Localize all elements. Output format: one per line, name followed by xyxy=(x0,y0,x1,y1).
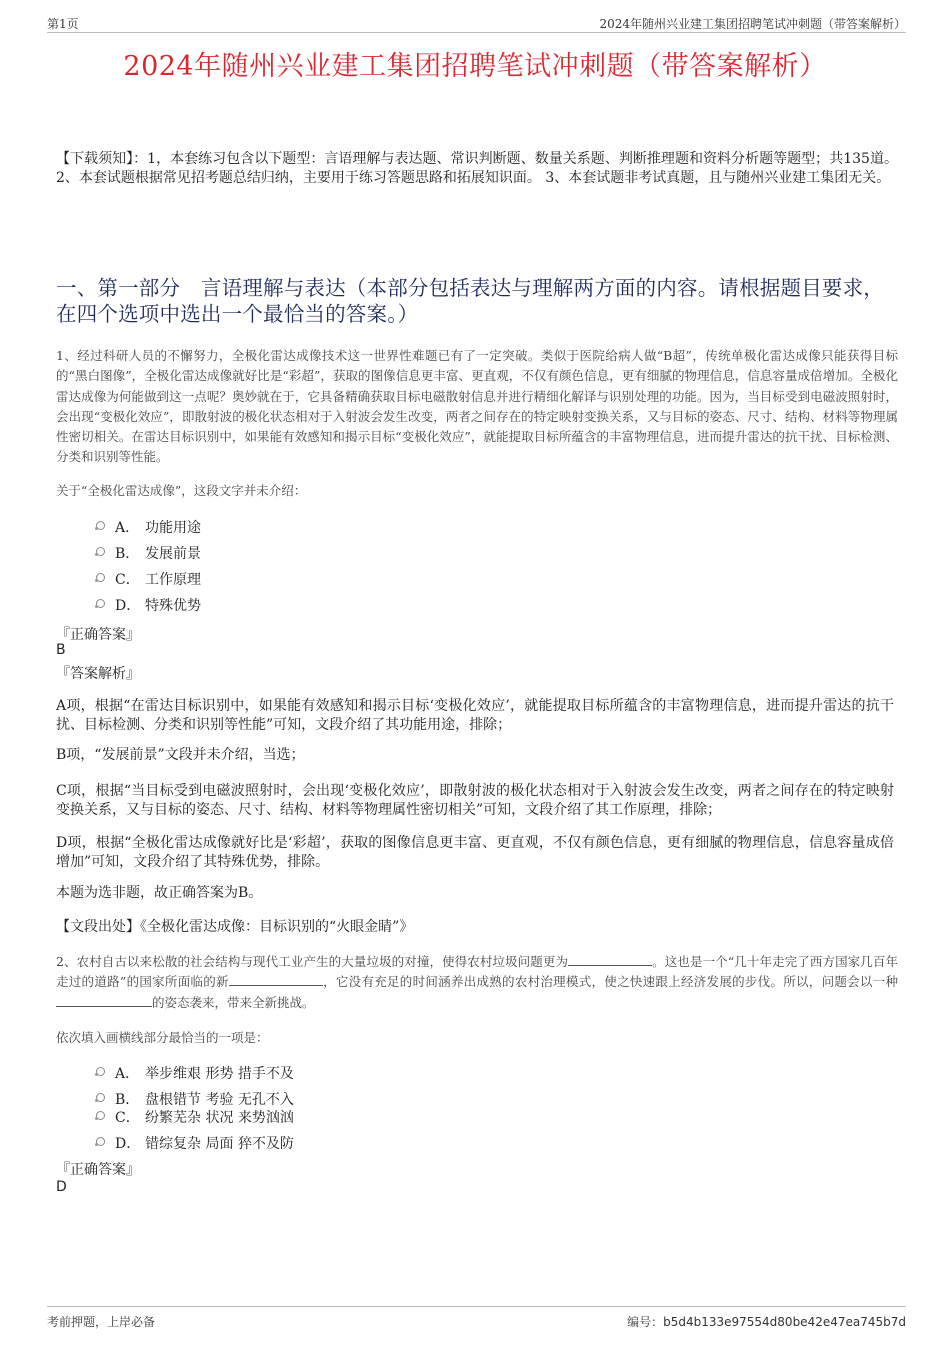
question-1-passage: 1、经过科研人员的不懈努力，全极化雷达成像技术这一世界性难题已有了一定突破。类似于医院给病人做“B超”，传统单极化雷达成像只能获得目标的“黑白图像”，全极化雷达成像就好比是“彩超”，获取的图像信息更丰富、更直观，不仅有颜色信息，更有细腻的物理信息，信息容量成倍增加。全极化雷达成像为何能做到这一点呢？奥妙就在于，它具备精确获取目标电磁散射信息并进行精细化解译与识别处理的功能。因为，当目标受到电磁波照射时，会出现“变极化效应”，即散射波的极化状态相对于入射波会发生改变，两者之间存在的特定映射变换关系，又与目标的姿态、尺寸、结构、材料等物理属性密切相关。在雷达目标识别中，如果能有效感知和揭示目标“变极化效应”，就能提取目标所蕴含的丰富物理信息，进而提升雷达的抗干扰、目标检测、分类和识别等性能。 xyxy=(56,348,898,465)
fill-blank-3[interactable] xyxy=(56,994,152,1007)
passage-source: 【文段出处】《全极化雷达成像：目标识别的“火眼金睛”》 xyxy=(56,919,414,935)
radio-icon[interactable] xyxy=(96,1067,105,1076)
radio-icon[interactable] xyxy=(96,1111,105,1120)
radio-icon[interactable] xyxy=(96,521,105,530)
answer-value: B xyxy=(56,642,66,658)
page-title: 2024年随州兴业建工集团招聘笔试冲刺题（带答案解析） xyxy=(123,51,827,82)
section-heading: 一、第一部分 言语理解与表达（本部分包括表达与理解两方面的内容。请根据题目要求，在四个选项中选出一个最恰当的答案。） xyxy=(56,276,884,326)
page-number: 第1页 xyxy=(47,17,79,31)
radio-icon[interactable] xyxy=(96,1137,105,1146)
radio-icon[interactable] xyxy=(96,1093,105,1102)
header-doc-title: 2024年随州兴业建工集团招聘笔试冲刺题（带答案解析） xyxy=(599,17,906,31)
answer-value: D xyxy=(56,1179,67,1195)
fill-blank-2[interactable] xyxy=(229,973,323,986)
question-2-stem: 依次填入画横线部分最恰当的一项是： xyxy=(56,1030,269,1045)
analysis-b: B项，“发展前景”文段并未介绍，当选； xyxy=(56,747,305,763)
radio-icon[interactable] xyxy=(96,573,105,582)
footer-slogan: 考前押题，上岸必备 xyxy=(47,1315,156,1329)
footer-code: 编号：b5d4b133e97554d80be42e47ea745b7d xyxy=(627,1315,906,1329)
analysis-conclusion: 本题为选非题，故正确答案为B。 xyxy=(56,885,263,901)
download-notice: 【下载须知】：1，本套练习包含以下题型：言语理解与表达题、常识判断题、数量关系题、判断推理题和资料分析题等题型；共135道。 2、本套试题根据常见招考题总结归纳，主要用于练习答题思路和拓展知识面。 3、本套试题非考试真题，且与随州兴业建工集团无关。 xyxy=(56,151,898,186)
answer-label: 『正确答案』 xyxy=(56,627,140,643)
analysis-d: D项，根据“全极化雷达成像就好比是‘彩超’，获取的图像信息更丰富、更直观，不仅有颜色信息，更有细腻的物理信息，信息容量成倍增加”可知，文段介绍了其特殊优势，排除。 xyxy=(56,835,894,870)
page-header xyxy=(47,14,906,33)
question-1-stem: 关于“全极化雷达成像”，这段文字并未介绍： xyxy=(56,483,307,498)
fill-blank-1[interactable] xyxy=(568,953,652,966)
answer-label: 『正确答案』 xyxy=(56,1162,140,1178)
question-2-passage: 2、农村自古以来松散的社会结构与现代工业产生的大量垃圾的对撞，使得农村垃圾问题更为 。这也是一个“几十年走完了西方国家几百年走过的道路”的国家所面临的新 ，它没有充足的时间涵养出成熟的农村治理模式，使之快速跟上经济发展的步伐。所以，问题会以一种的姿态袭来，带来全新挑战。 xyxy=(56,954,898,1010)
radio-icon[interactable] xyxy=(96,547,105,556)
analysis-a: A项，根据“在雷达目标识别中，如果能有效感知和揭示目标‘变极化效应’，就能提取目标所蕴含的丰富物理信息，进而提升雷达的抗干扰、目标检测、分类和识别等性能”可知，文段介绍了其功能用途，排除； xyxy=(56,698,894,733)
analysis-label: 『答案解析』 xyxy=(56,666,140,682)
page-footer xyxy=(47,1306,906,1327)
analysis-c: C项，根据“当目标受到电磁波照射时，会出现‘变极化效应’，即散射波的极化状态相对于入射波会发生改变，两者之间存在的特定映射变换关系，又与目标的姿态、尺寸、结构、材料等物理属性密切相关”可知，文段介绍了其工作原理，排除； xyxy=(56,783,894,818)
radio-icon[interactable] xyxy=(96,599,105,608)
